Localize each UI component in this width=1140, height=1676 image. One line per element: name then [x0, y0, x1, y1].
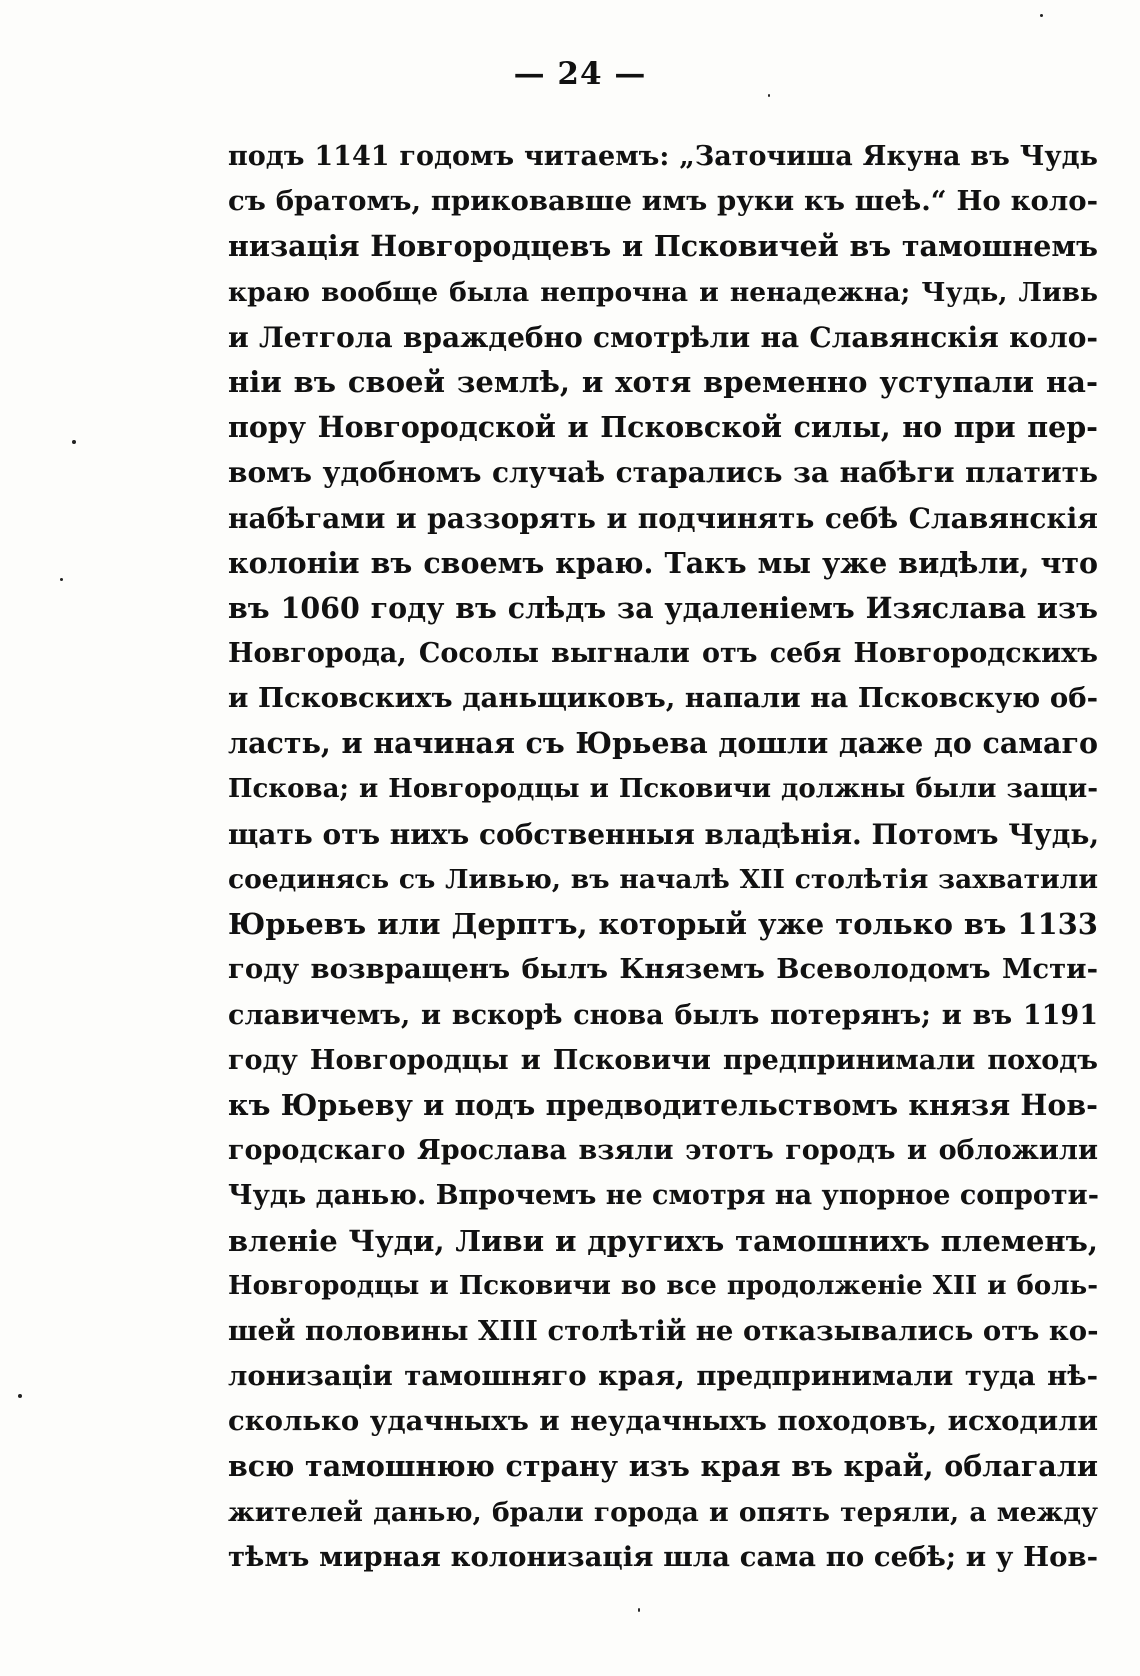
text-line: Пскова; и Новгородцы и Псковичи должны были защи- [228, 773, 1098, 804]
text-line: вомъ удобномъ случаѣ старались за набѣги платить [228, 456, 1098, 490]
text-line: въ 1060 году въ слѣдъ за удаленіемъ Изяслава изъ [228, 590, 1098, 625]
text-line: ніи въ своей землѣ, и хотя временно уступали на- [228, 364, 1098, 399]
text-line: Юрьевъ или Дерптъ, который уже только въ 1133 [228, 907, 1098, 942]
text-line: съ братомъ, приковавше имъ руки къ шеѣ.“ Но коло- [228, 185, 1098, 218]
text-line: году Новгородцы и Псковичи предпринимали походъ [228, 1044, 1098, 1076]
text-line: сколько удачныхъ и неудачныхъ походовъ, исходили [228, 1405, 1098, 1438]
text-line: году возвращенъ былъ Княземъ Всеволодомъ Мсти- [228, 953, 1098, 986]
text-line: краю вообще была непрочна и ненадежна; Чудь, Ливь [228, 276, 1098, 308]
scan-speck [18, 1394, 22, 1398]
text-line: Новгородцы и Псковичи во все продолженіе XII и боль- [228, 1270, 1098, 1301]
text-line: жителей данью, брали города и опять теряли, а между [228, 1496, 1098, 1528]
text-line: соединясь съ Ливью, въ началѣ XII столѣтія захватили [228, 864, 1098, 895]
text-line: набѣгами и раззорять и подчинять себѣ Славянскія [228, 501, 1098, 535]
body-text [228, 134, 1098, 1580]
text-line: Новгорода, Сосолы выгнали отъ себя Новгородскихъ [228, 638, 1098, 670]
text-line: ласть, и начиная съ Юрьева дошли даже до самаго [228, 726, 1098, 761]
text-line: и Летгола враждебно смотрѣли на Славянскія коло- [228, 320, 1098, 354]
scan-speck [60, 578, 63, 581]
text-line: колоніи въ своемъ краю. Такъ мы уже видѣли, что [228, 545, 1098, 580]
page-number: — 24 — [513, 56, 647, 92]
text-line: пору Новгородской и Псковской силы, но при пер- [228, 410, 1098, 445]
text-line: и Псковскихъ даньщиковъ, напали на Псковскую об- [228, 682, 1098, 715]
scan-speck [768, 94, 770, 97]
text-line: низація Новгородцевъ и Псковичей въ тамошнемъ [228, 229, 1098, 264]
text-line: щать отъ нихъ собственныя владѣнія. Потомъ Чудь, [228, 817, 1100, 851]
text-line: подъ 1141 годомъ читаемъ: „Заточиша Якуна въ Чудь [228, 141, 1098, 172]
text-line: шей половины XIII столѣтій не отказывались отъ ко- [228, 1314, 1099, 1347]
text-line: вленіе Чуди, Ливи и другихъ тамошнихъ племенъ, [228, 1223, 1098, 1258]
scan-speck [1040, 14, 1043, 17]
scan-speck [638, 1608, 640, 1612]
text-line: славичемъ, и вскорѣ снова былъ потерянъ; и въ 1191 [228, 999, 1098, 1031]
scan-speck [72, 440, 76, 444]
text-line: всю тамошнюю страну изъ края въ край, облагали [228, 1449, 1098, 1484]
text-line: лонизаціи тамошняго края, предпринимали туда нѣ- [228, 1360, 1098, 1393]
text-line: Чудь данью. Впрочемъ не смотря на упорное сопроти- [228, 1180, 1099, 1212]
text-line: городскаго Ярослава взяли этотъ городъ и обложили [228, 1135, 1098, 1167]
text-line: къ Юрьеву и подъ предводительствомъ князя Нов- [228, 1087, 1098, 1122]
text-line: тѣмъ мирная колонизація шла сама по себѣ; и у Нов- [228, 1540, 1098, 1573]
